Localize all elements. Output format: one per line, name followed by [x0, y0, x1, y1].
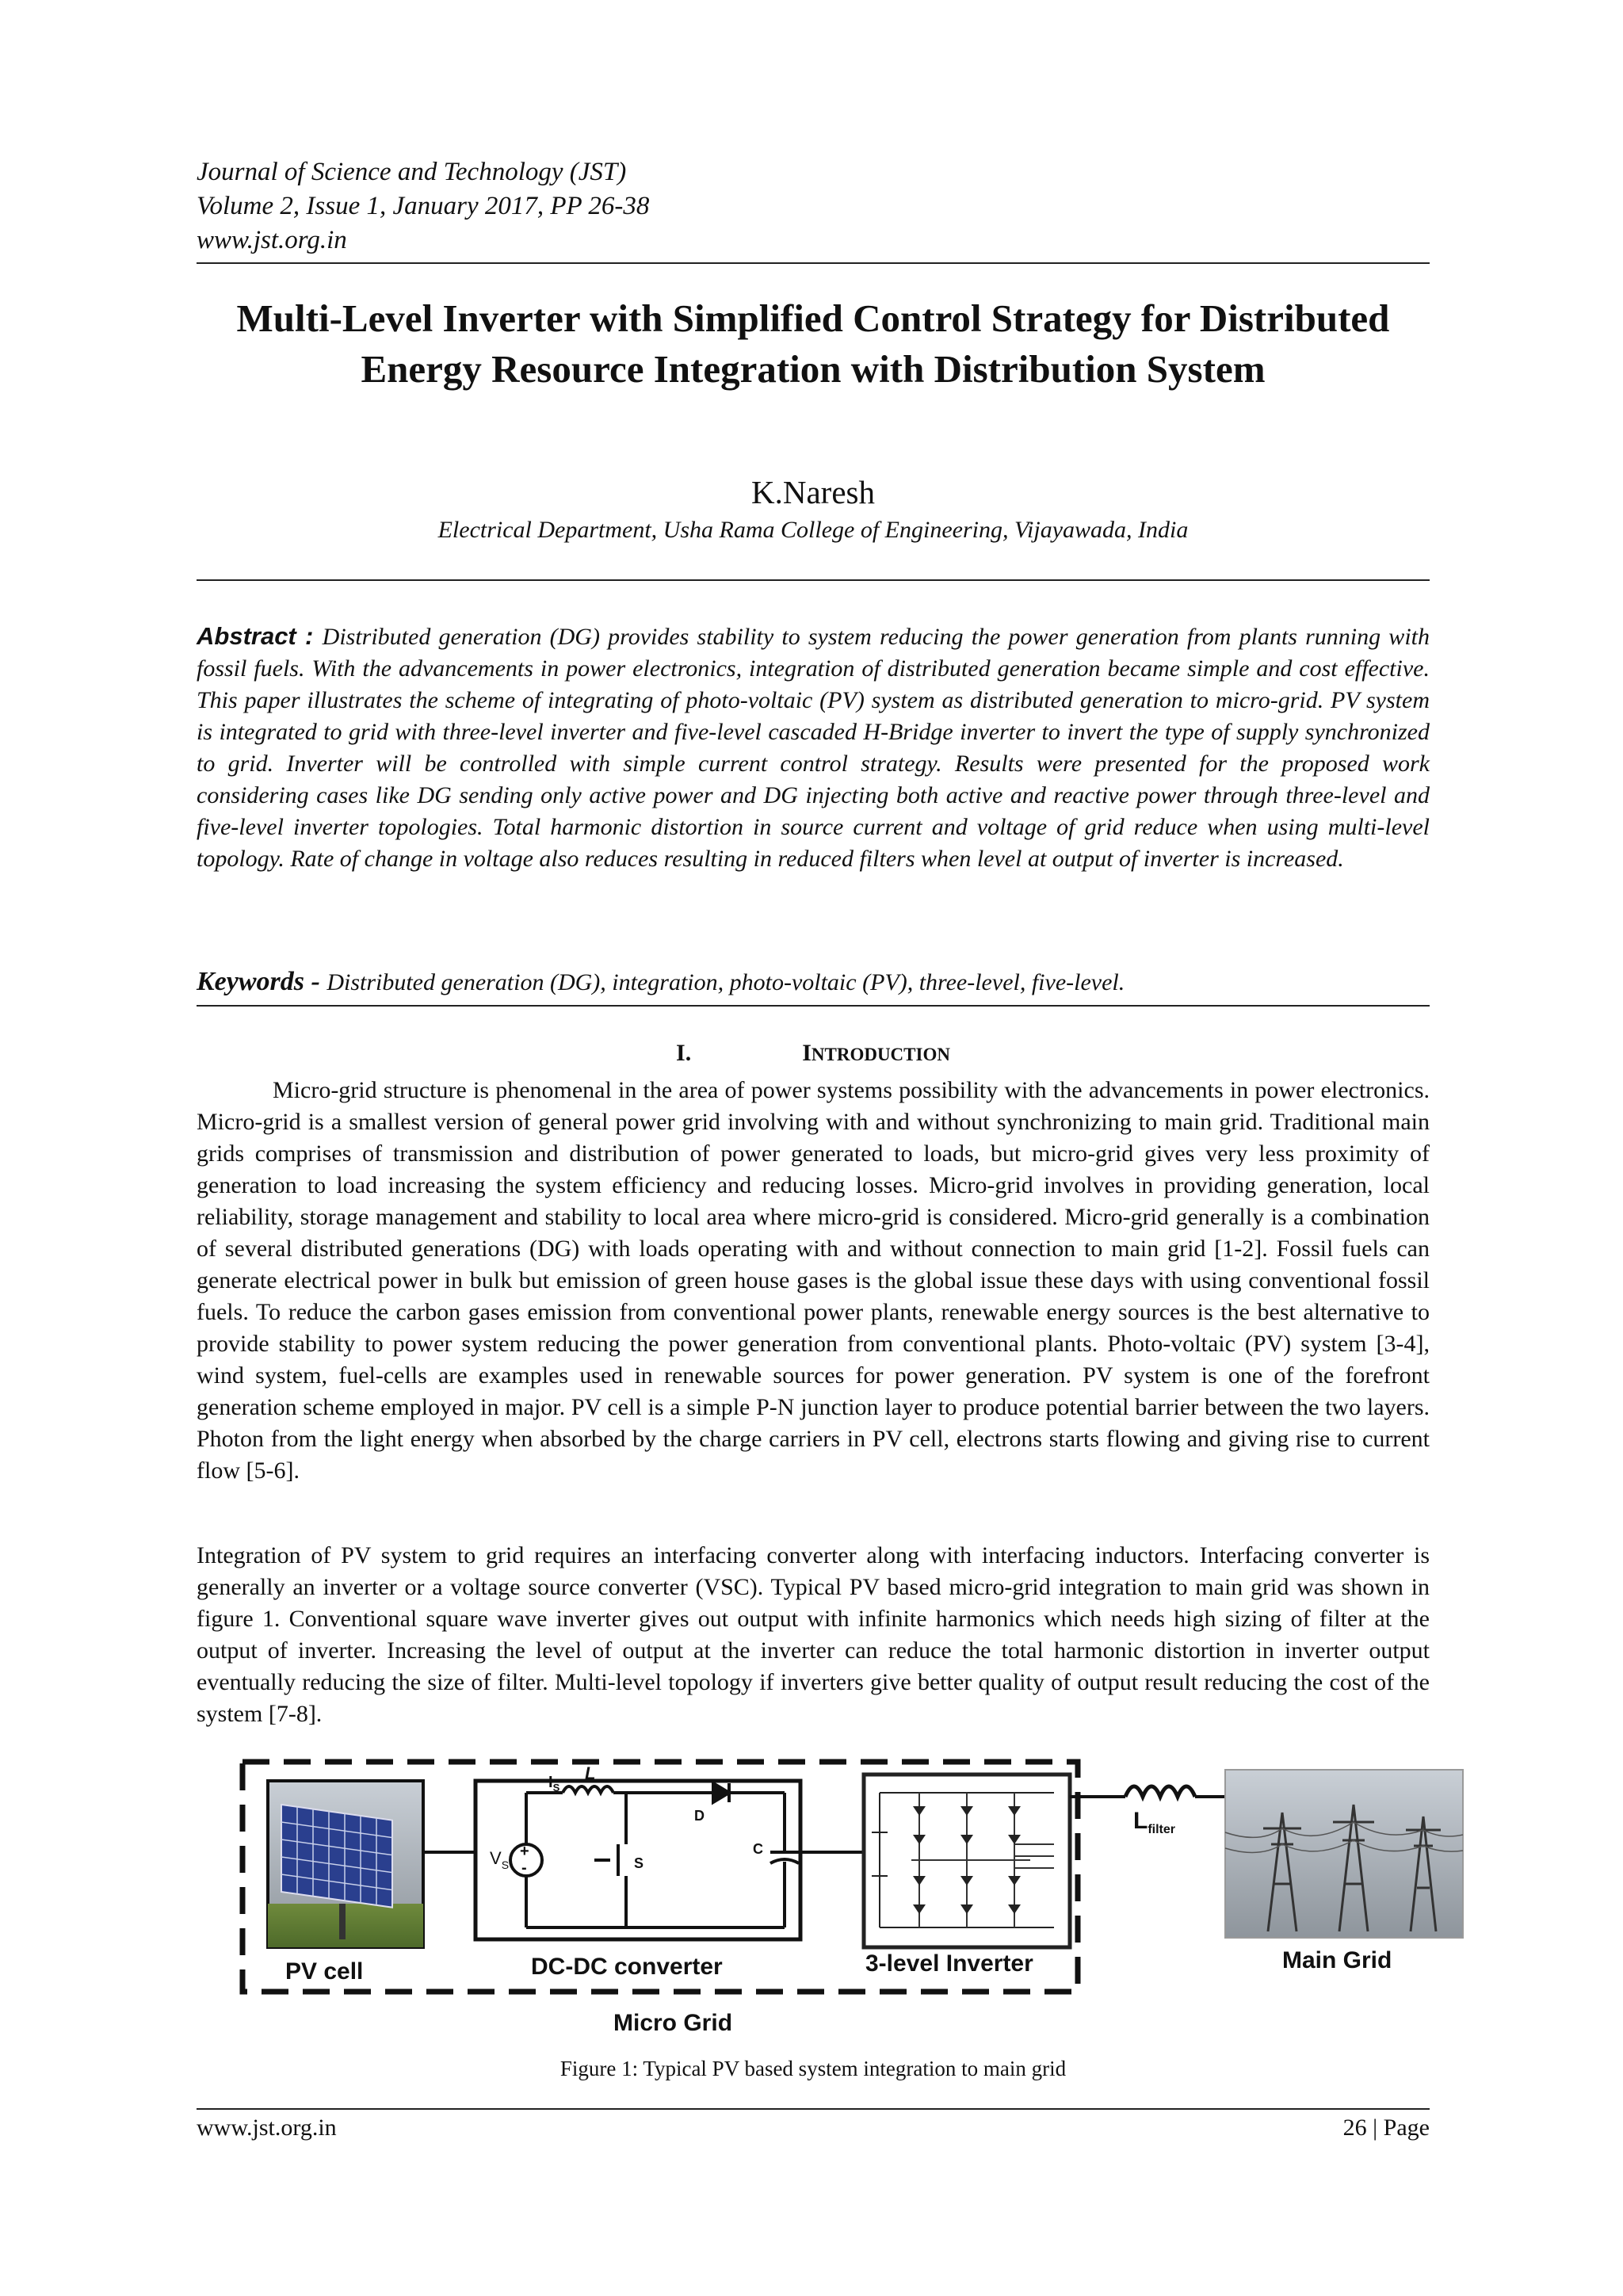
- section-heading: [197, 1040, 1430, 1067]
- section-number: I.: [676, 1040, 692, 1066]
- keywords-rule: [197, 1005, 1430, 1007]
- keywords-text: Distributed generation (DG), integration, photo-voltaic (PV), three-level, five-level.: [327, 969, 1125, 995]
- pv-cell-label: PV cell: [285, 1958, 364, 1985]
- dcdc-converter-label: DC-DC converter: [531, 1954, 723, 1980]
- abstract: [197, 621, 1430, 875]
- journal-name: Journal of Science and Technology (JST): [197, 158, 627, 186]
- filter-inductor: [1125, 1786, 1195, 1797]
- inverter-label: 3-level Inverter: [865, 1950, 1033, 1977]
- figure-1-diagram: [238, 1757, 1465, 2034]
- switch-s-label: S: [634, 1855, 644, 1871]
- intro-paragraph-1: Micro-grid structure is phenomenal in the area of power systems possibility with the advancements in power electronics. Micro-grid is a smallest version of general power grid involving with and without synchronizing to main grid. Traditional main grids comprises of transmission and distribution of power generated to loads, but micro-grid gives very less proximity of generation to load increasing the system efficiency and reducing losses. Micro-grid involves in providing generation, local reliability, storage management and stability to local area where micro-grid is considered. Micro-grid generally is a combination of several distributed generations (DG) with loads operating with and without connection to main grid [1-2]. Fossil fuels can generate electrical power in bulk but emission of green house gases is the global issue these days with using conventional fossil fuels. To reduce the carbon gases emission from conventional power plants, renewable energy sources is the best alternative to provide stability to power system reducing the power generation from conventional plants. Photo-voltaic (PV) system [3-4], wind system, fuel-cells are examples used in renewable sources for power generation. PV system is one of the forefront generation scheme employed in major. PV cell is a simple P-N junction layer to produce potential barrier between the two layers. Photon from the light energy when absorbed by the charge carriers in PV cell, electrons starts flowing and giving rise to current flow [5-6].: [197, 1077, 1430, 1484]
- header-rule: [197, 262, 1430, 264]
- abstract-text: Distributed generation (DG) provides stability to system reducing the power generation from plants running with fossil fuels. With the advancements in power electronics, integration of distributed generation became simple and cost effective. This paper illustrates the scheme of integrating of photo-voltaic (PV) system as distributed generation to micro-grid. PV system is integrated to grid with three-level inverter and five-level cascaded H-Bridge inverter to invert the type of supply synchronized to grid. Inverter will be controlled with simple current control strategy. Results were presented for the proposed work considering cases like DG sending only active power and DG injecting both active and reactive power through three-level and five-level inverter topologies. Total harmonic distortion in source current and voltage of grid reduce when using multi-level topology. Rate of change in voltage also reduces resulting in reduced filters when level at output of inverter is increased.: [197, 624, 1430, 872]
- filter-label: $L_{filter}$: [1133, 1808, 1175, 1836]
- keywords-label: Keywords -: [197, 967, 327, 996]
- main-grid-image: [1225, 1770, 1463, 1938]
- micro-grid-label: Micro Grid: [613, 2010, 733, 2034]
- inverter-schematic: [864, 1775, 1070, 1947]
- capacitor-c-label: C: [753, 1841, 763, 1857]
- inductor-l-label: L: [585, 1763, 596, 1783]
- footer-page-number: 26 | Page: [1342, 2115, 1430, 2141]
- vs-label: $V_S$: [490, 1848, 510, 1871]
- author-affiliation: Electrical Department, Usha Rama College of Engineering, Vijayawada, India: [437, 517, 1189, 543]
- main-grid-label: Main Grid: [1282, 1947, 1392, 1973]
- footer-rule: [197, 2108, 1430, 2110]
- section-title-rest: NTRODUCTION: [811, 1045, 950, 1064]
- figure-1-caption: Figure 1: Typical PV based system integration to main grid: [559, 2057, 1067, 2080]
- abstract-label: Abstract :: [197, 622, 323, 650]
- journal-url: www.jst.org.in: [197, 226, 347, 254]
- vs-plus-symbol: +: [520, 1843, 529, 1860]
- intro-paragraph-2: Integration of PV system to grid requires an interfacing converter along with interfacing inductors. Interfacing converter is generally an inverter or a voltage source converter (VSC). Typical PV based micro-grid integration to main grid was shown in figure 1. Conventional square wave inverter gives out output with infinite harmonics which needs high sizing of filter at the output of inverter. Increasing the level of output at the inverter can reduce the total harmonic distortion in inverter output eventually reducing the size of filter. Multi-level topology if inverters give better quality of output result reducing the cost of the system [7-8].: [197, 1542, 1430, 1727]
- title-rule: [197, 579, 1430, 581]
- diode-d-label: D: [694, 1808, 705, 1824]
- journal-volume: Volume 2, Issue 1, January 2017, PP 26-38: [197, 192, 650, 220]
- author-name: K.Naresh: [751, 474, 875, 510]
- footer-url: www.jst.org.in: [197, 2115, 337, 2141]
- pv-panel-image: [268, 1781, 423, 1947]
- is-label: $I_S$: [548, 1774, 560, 1794]
- keywords: [197, 967, 1430, 997]
- vs-minus-symbol: -: [521, 1859, 527, 1877]
- section-title-initial: I: [802, 1040, 812, 1066]
- paper-title: Multi-Level Inverter with Simplified Control Strategy for Distributed Energy Resource Integration with Distribution System: [236, 296, 1390, 391]
- journal-header: [197, 155, 649, 258]
